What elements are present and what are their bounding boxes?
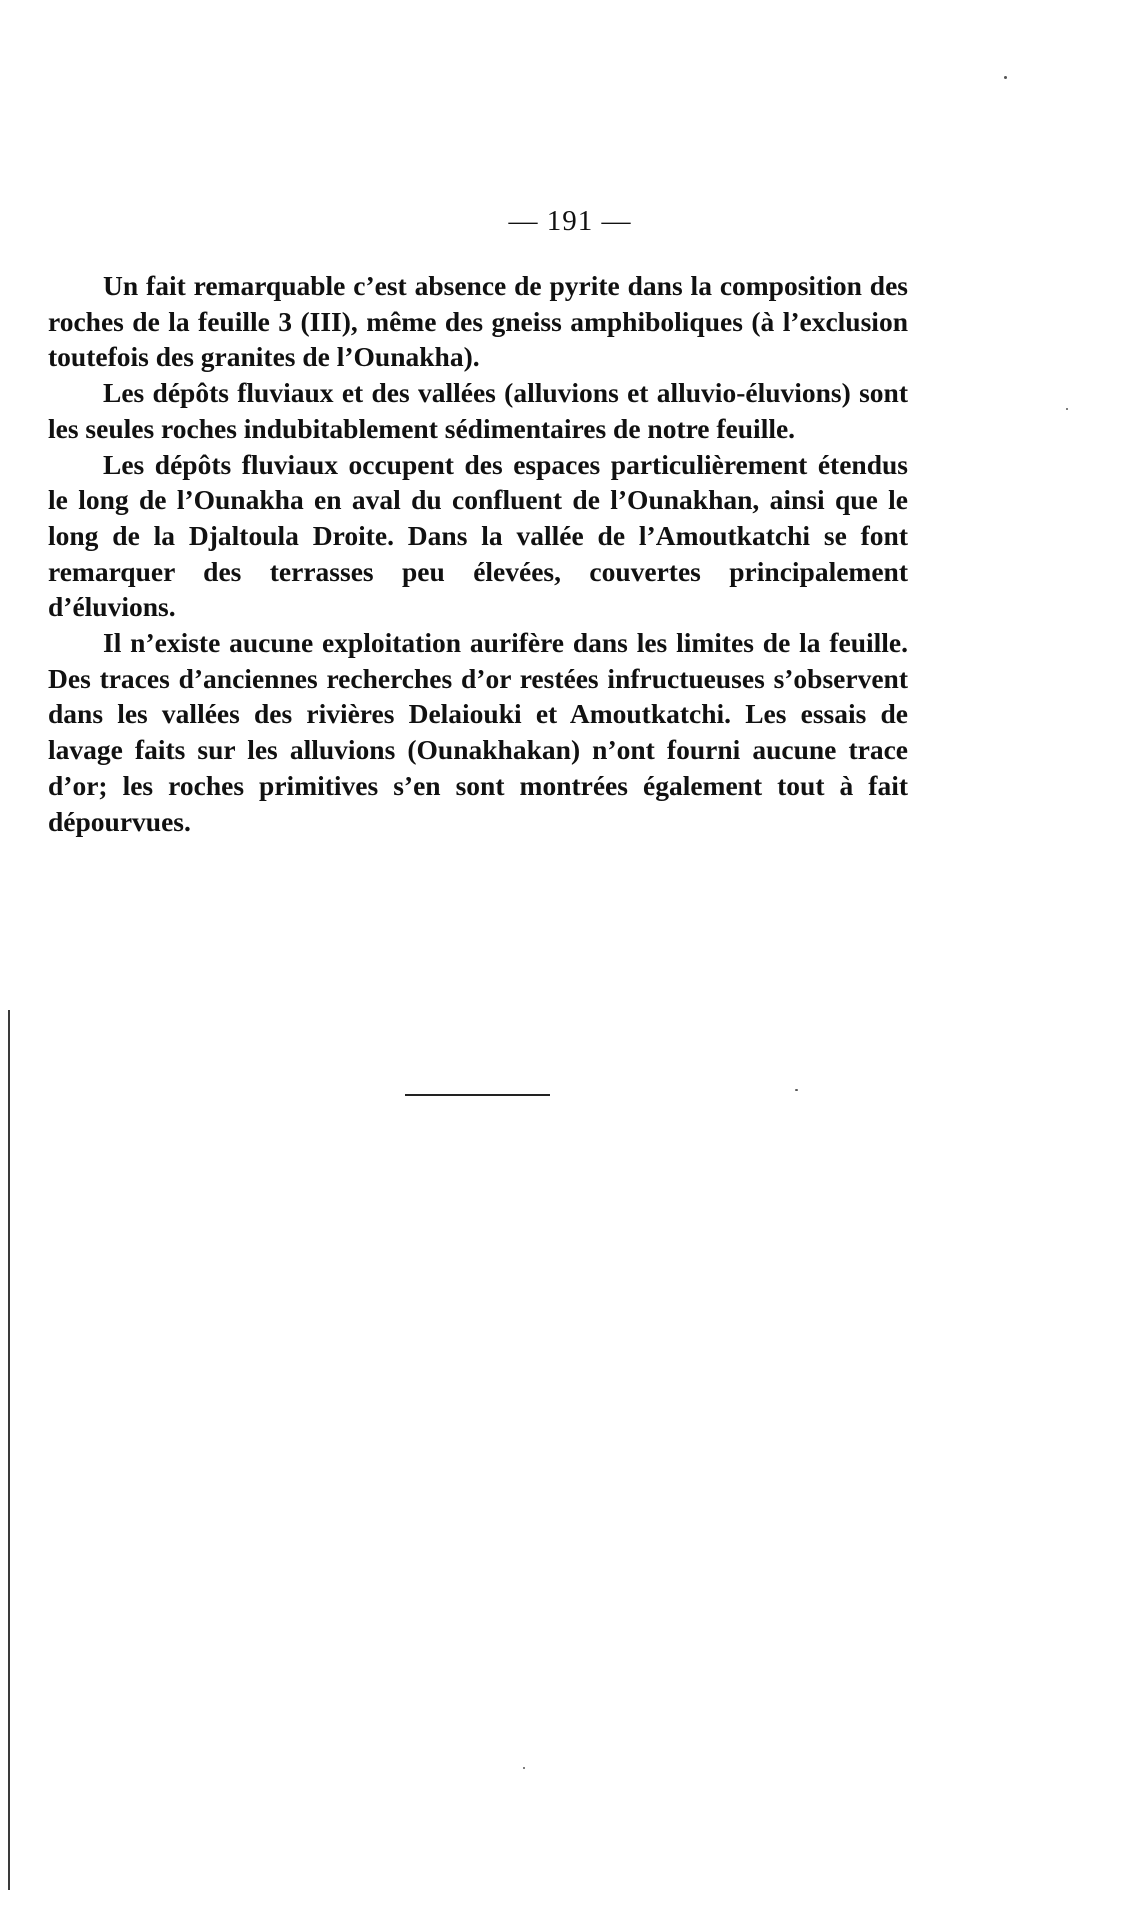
- scan-speck: [1004, 76, 1007, 79]
- end-rule: [405, 1094, 550, 1096]
- scan-edge-line: [8, 1010, 10, 1890]
- paragraph: Il n’existe aucune exploitation aurifère dans les limites de la feuille. Des traces d’anciennes recherches d’or restées infructueuses s’observent dans les vallées des rivières Delaiouki et Amoutkatchi. Les essais de lavage faits sur les alluvions (Ounakhakan) n’ont fourni aucune trace d’or; les roches primitives s’en sont montrées également tout à fait dépourvues.: [48, 627, 908, 837]
- scan-speck: [1066, 408, 1068, 410]
- page-number: — 191 —: [508, 205, 632, 237]
- paragraph: Un fait remarquable c’est absence de pyrite dans la composition des roches de la feuille 3 (III), même des gneiss amphiboliques (à l’exclusion toutefois des granites de l’Ounakha).: [48, 270, 908, 373]
- paragraph: Les dépôts fluviaux occupent des espaces particulièrement étendus le long de l’Ounakha en aval du confluent de l’Ounakhan, ainsi que le long de la Djaltoula Droite. Dans la vallée de l’Amoutkatchi se font remarquer des terrasses peu élevées, couvertes principalement d’éluvions.: [48, 448, 908, 623]
- scan-speck: [795, 1089, 798, 1091]
- paragraph: Les dépôts fluviaux et des vallées (alluvions et alluvio-éluvions) sont les seules roches indubitablement sédimentaires de notre feuille.: [48, 377, 908, 444]
- body-text: [48, 268, 908, 839]
- scan-speck: [523, 1767, 525, 1769]
